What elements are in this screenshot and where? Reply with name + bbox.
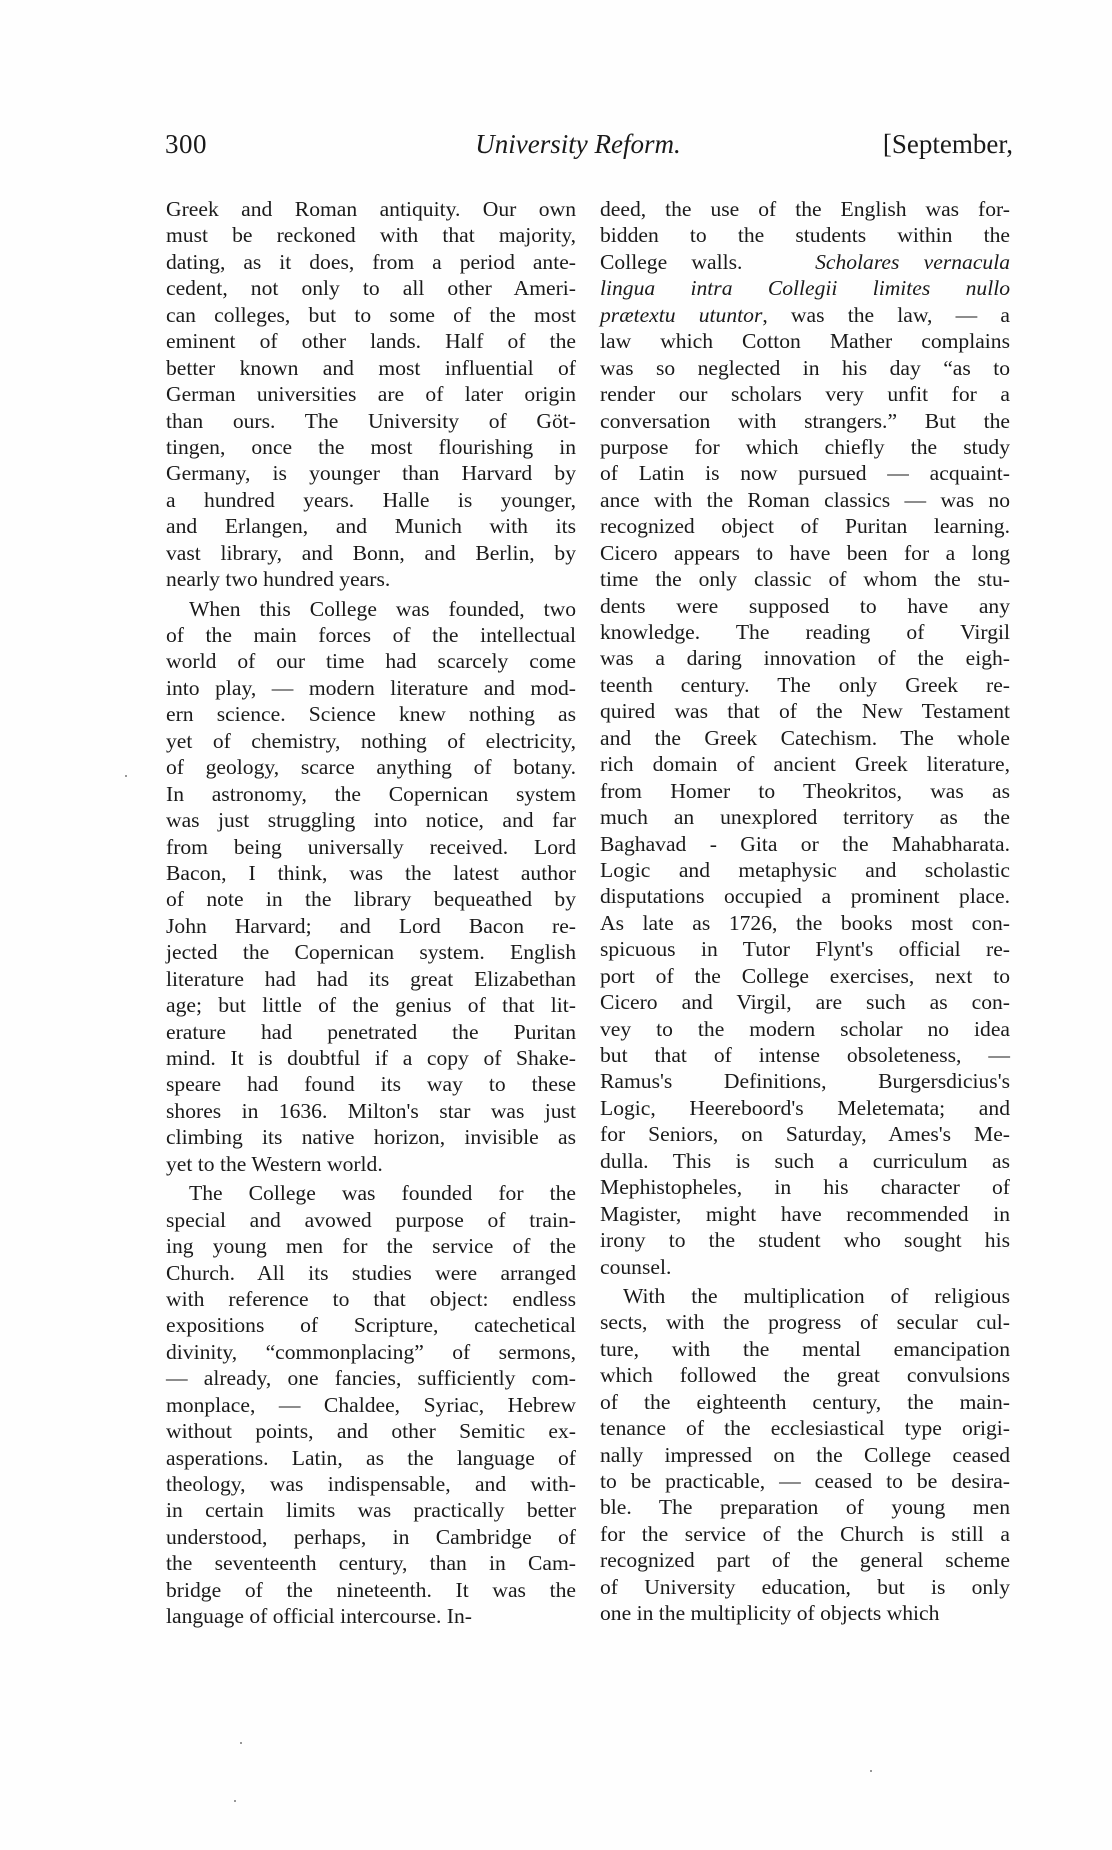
right-column	[600, 196, 1010, 1627]
text-line: than ours. The University of Göt-	[166, 408, 576, 433]
text-line: can colleges, but to some of the most	[166, 302, 576, 327]
text-line: bidden to the students within the	[600, 223, 1010, 248]
text-line: vey to the modern scholar no idea	[600, 1016, 1010, 1041]
text-line: In astronomy, the Copernican system	[166, 781, 576, 806]
text-line: ern science. Science knew nothing as	[166, 702, 576, 727]
text-line: but that of intense obsoleteness, —	[600, 1043, 1010, 1067]
text-line: much an unexplored territory as the	[600, 805, 1010, 830]
text-line: nally impressed on the College ceased	[600, 1442, 1010, 1467]
text-run: , was the law, — a	[762, 302, 1010, 327]
paragraph	[166, 1180, 576, 1629]
text-line: better known and most influential of	[166, 355, 576, 380]
text-line: law which Cotton Mather complains	[600, 329, 1010, 354]
text-line: Magister, might have recommended in	[600, 1201, 1010, 1226]
text-line: age; but little of the genius of that lit-	[166, 993, 576, 1018]
text-line: recognized object of Puritan learning.	[600, 514, 1010, 539]
text-line: — already, one fancies, sufficiently com-	[166, 1366, 576, 1391]
text-line: speare had found its way to these	[166, 1072, 576, 1097]
text-line: from Homer to Theokritos, was as	[600, 778, 1010, 803]
text-line: Cicero and Virgil, are such as con-	[600, 990, 1010, 1015]
text-line: rich domain of ancient Greek literature,	[600, 752, 1010, 777]
text-line: was so neglected in his day “as to	[600, 355, 1010, 380]
text-line: asperations. Latin, as the language of	[166, 1445, 576, 1470]
text-line: of note in the library bequeathed by	[166, 887, 576, 912]
text-line: the seventeenth century, than in Cam-	[166, 1551, 576, 1576]
text-line: language of official intercourse. In-	[166, 1604, 472, 1629]
text-line: Germany, is younger than Harvard by	[166, 461, 576, 486]
text-line: ble. The preparation of young men	[600, 1495, 1010, 1520]
text-line: purpose for which chiefly the study	[600, 434, 1010, 459]
text-line: Ramus's Definitions, Burgersdicius's	[600, 1069, 1010, 1094]
text-line: of University education, but is only	[600, 1574, 1010, 1599]
text-line: cedent, not only to all other Ameri-	[166, 276, 576, 301]
text-line: port of the College exercises, next to	[600, 963, 1010, 988]
text-line: The College was founded for the	[189, 1181, 576, 1206]
paragraph	[600, 1283, 1010, 1627]
text-line: Mephistopheles, in his character of	[600, 1175, 1010, 1200]
text-line: without points, and other Semitic ex-	[166, 1419, 576, 1444]
text-line: of the main forces of the intellectual	[166, 623, 576, 647]
text-line: must be reckoned with that majority,	[166, 223, 576, 248]
text-line: for Seniors, on Saturday, Ames's Me-	[600, 1122, 1010, 1147]
text-line: Baghavad - Gita or the Mahabharata.	[600, 831, 1010, 856]
text-line: Bacon, I think, was the latest author	[166, 860, 576, 885]
text-line: climbing its native horizon, invisible as	[166, 1125, 576, 1150]
text-line: of the eighteenth century, the main-	[600, 1389, 1010, 1414]
text-line: Church. All its studies were arranged	[166, 1260, 576, 1285]
text-line: special and avowed purpose of train-	[166, 1207, 576, 1232]
running-title: University Reform.	[475, 129, 681, 159]
text-line: understood, perhaps, in Cambridge of	[166, 1524, 576, 1549]
text-line: expositions of Scripture, catechetical	[166, 1313, 576, 1338]
scan-speck	[240, 1742, 242, 1744]
text-line: Greek and Roman antiquity. Our own	[166, 197, 576, 221]
text-line	[600, 302, 1010, 328]
text-line	[600, 249, 1010, 275]
text-line: ture, with the mental emancipation	[600, 1336, 1010, 1361]
text-line: ing young men for the service of the	[166, 1234, 576, 1259]
scan-speck	[870, 1770, 872, 1772]
running-head	[165, 124, 1013, 164]
text-line: disputations occupied a prominent place.	[600, 884, 1010, 909]
text-line: with reference to that object: endless	[166, 1286, 576, 1311]
text-line: world of our time had scarcely come	[166, 649, 576, 674]
text-line: dulla. This is such a curriculum as	[600, 1148, 1010, 1173]
text-line: for the service of the Church is still a	[600, 1521, 1010, 1546]
text-line: into play, — modern literature and mod-	[166, 675, 576, 700]
scan-speck	[234, 1800, 236, 1802]
running-date: [September,	[882, 129, 1013, 159]
text-line: recognized part of the general scheme	[600, 1548, 1010, 1573]
page-number: 300	[165, 129, 207, 159]
text-line: render our scholars very unfit for a	[600, 382, 1010, 407]
text-line: vast library, and Bonn, and Berlin, by	[166, 540, 576, 565]
latin-quote: prætextu utuntor	[600, 302, 763, 327]
text-line: nearly two hundred years.	[166, 567, 391, 592]
text-line: was a daring innovation of the eigh-	[600, 646, 1010, 671]
text-line: literature had had its great Elizabethan	[166, 966, 576, 991]
latin-quote: Scholares vernacula	[815, 249, 1010, 274]
text-line: shores in 1636. Milton's star was just	[166, 1098, 576, 1123]
scan-speck	[125, 775, 127, 777]
paragraph	[600, 328, 1010, 1280]
text-line: jected the Copernican system. English	[166, 940, 576, 965]
text-line: tenance of the ecclesiastical type origi-	[600, 1416, 1010, 1441]
text-line: which followed the great convulsions	[600, 1363, 1010, 1388]
text-line: deed, the use of the English was for-	[600, 197, 1010, 221]
text-line: dating, as it does, from a period ante-	[166, 249, 576, 274]
text-line: a hundred years. Halle is younger,	[166, 487, 576, 512]
text-line: irony to the student who sought his	[600, 1228, 1010, 1253]
paragraph	[166, 596, 576, 1178]
text-line: quired was that of the New Testament	[600, 699, 1010, 724]
text-line: sects, with the progress of secular cul-	[600, 1310, 1010, 1335]
text-line: When this College was founded, two	[189, 596, 576, 621]
text-line: Logic and metaphysic and scholastic	[600, 857, 1010, 882]
text-line: time the only classic of whom the stu-	[600, 567, 1010, 592]
text-line: dents were supposed to have any	[600, 593, 1010, 618]
text-line: counsel.	[600, 1254, 672, 1279]
text-line: With the multiplication of religious	[623, 1283, 1010, 1308]
text-line: erature had penetrated the Puritan	[166, 1019, 576, 1044]
text-line: in certain limits was practically better	[166, 1498, 576, 1523]
text-line: from being universally received. Lord	[166, 834, 576, 859]
text-line: to be practicable, — ceased to be desira-	[600, 1469, 1010, 1493]
text-line: bridge of the nineteenth. It was the	[166, 1577, 576, 1602]
text-line: knowledge. The reading of Virgil	[600, 620, 1010, 644]
text-line: Logic, Heereboord's Meletemata; and	[600, 1095, 1010, 1120]
text-line: mind. It is doubtful if a copy of Shake-	[166, 1046, 576, 1070]
text-line: and Erlangen, and Munich with its	[166, 514, 576, 539]
text-line: divinity, “commonplacing” of sermons,	[166, 1339, 576, 1364]
text-line: of geology, scarce anything of botany.	[166, 755, 576, 780]
text-line: one in the multiplicity of objects which	[600, 1601, 940, 1626]
text-line: conversation with strangers.” But the	[600, 408, 1010, 433]
text-line: and the Greek Catechism. The whole	[600, 725, 1010, 750]
text-line: Cicero appears to have been for a long	[600, 540, 1010, 565]
text-line: German universities are of later origin	[166, 382, 576, 407]
text-line: teenth century. The only Greek re-	[600, 672, 1010, 697]
text-line: theology, was indispensable, and with-	[166, 1472, 576, 1496]
text-line: yet of chemistry, nothing of electricity,	[166, 728, 576, 753]
text-line: spicuous in Tutor Flynt's official re-	[600, 937, 1010, 962]
text-line: monplace, — Chaldee, Syriac, Hebrew	[166, 1392, 576, 1417]
latin-quote-line: lingua intra Collegii limites nullo	[600, 276, 1010, 301]
text-line: ance with the Roman classics — was no	[600, 487, 1010, 512]
text-line: John Harvard; and Lord Bacon re-	[166, 913, 576, 938]
text-run: College walls.	[600, 249, 743, 274]
paragraph	[166, 196, 576, 593]
text-line: of Latin is now pursued — acquaint-	[600, 461, 1010, 486]
text-line: was just struggling into notice, and far	[166, 808, 576, 833]
text-line: tingen, once the most flourishing in	[166, 434, 576, 459]
left-column	[166, 196, 576, 1630]
text-line: yet to the Western world.	[166, 1151, 383, 1176]
text-line: As late as 1726, the books most con-	[600, 910, 1010, 935]
text-line: eminent of other lands. Half of the	[166, 329, 576, 354]
